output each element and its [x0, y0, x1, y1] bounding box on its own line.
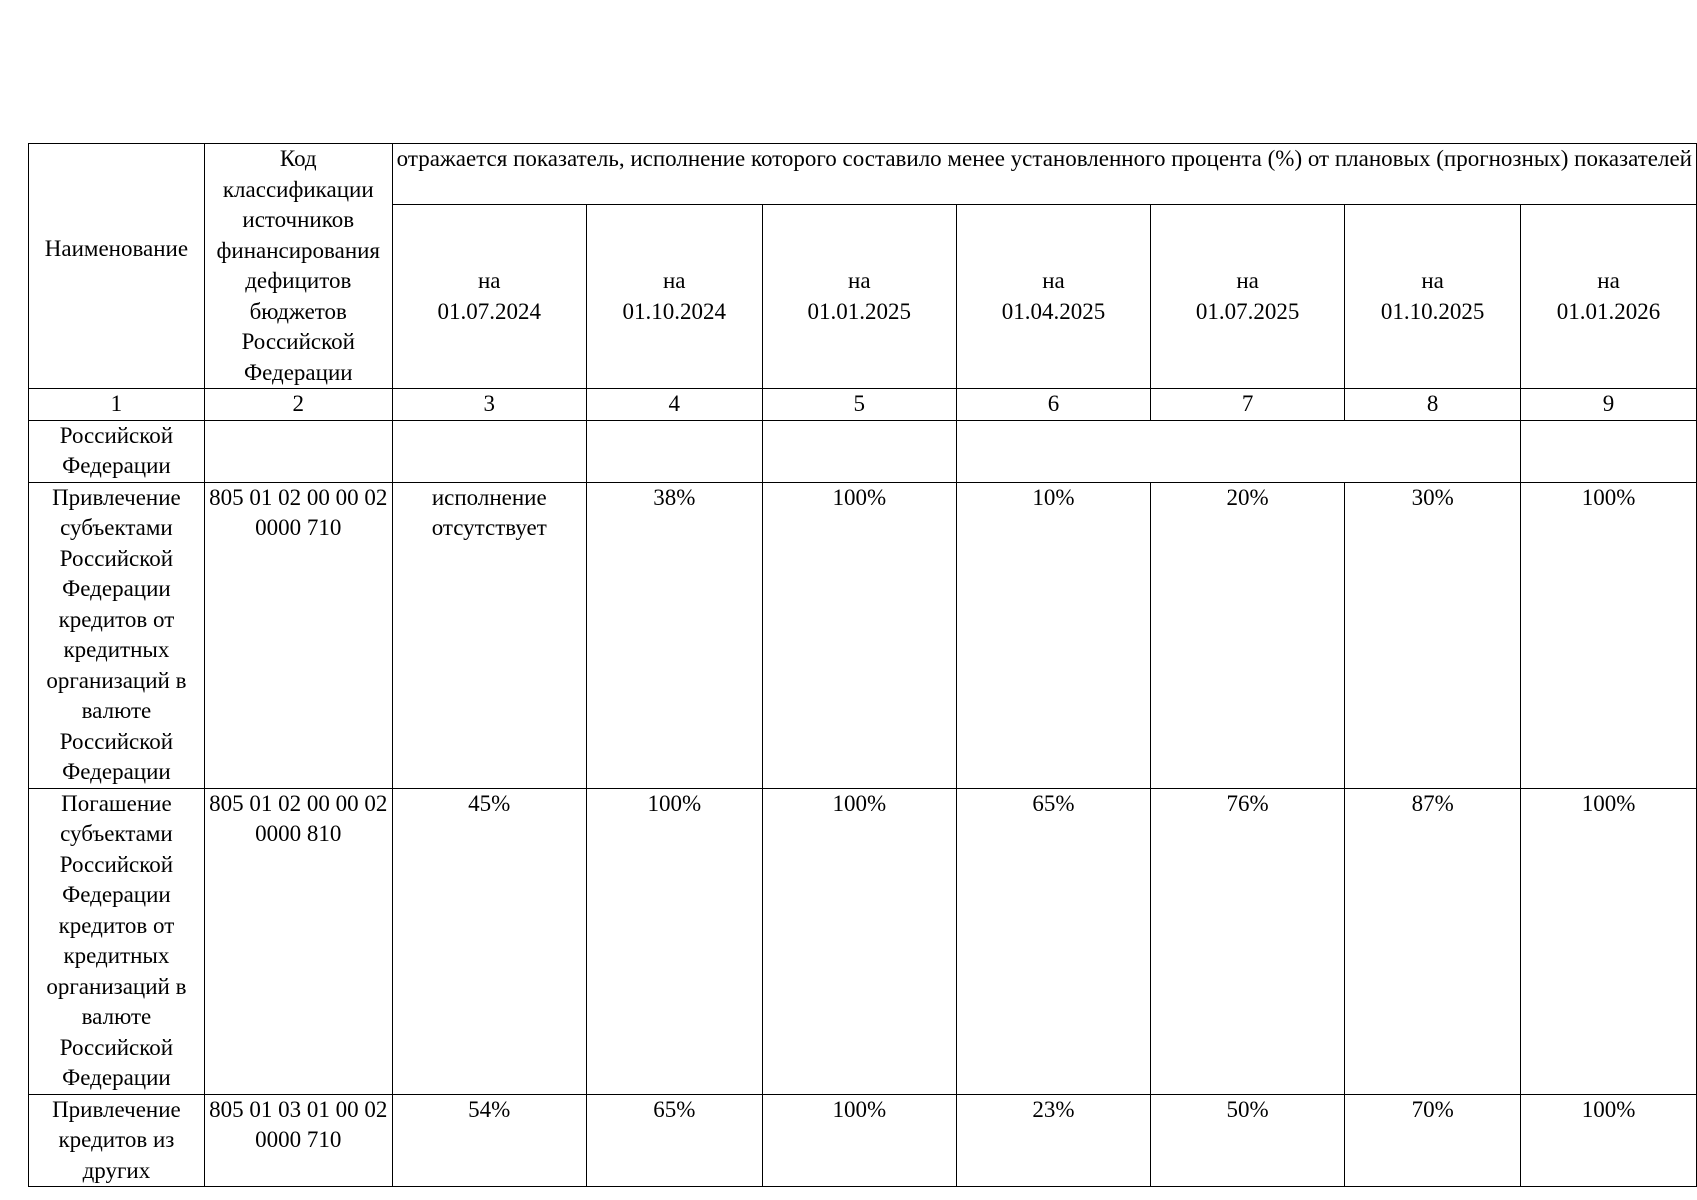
header-name-cell: Наименование [29, 144, 205, 389]
indicator-table [28, 143, 1697, 1187]
section-name-cell: Российской Федерации [29, 420, 205, 482]
row-value-cell: 100% [586, 788, 762, 1094]
table-row [29, 788, 1697, 1094]
empty-cell [204, 420, 392, 482]
row-value-cell: 100% [762, 1094, 956, 1187]
header-row-top [29, 144, 1697, 205]
row-code-cell: 805 01 02 00 00 02 0000 810 [204, 788, 392, 1094]
empty-cell [1521, 420, 1697, 482]
empty-cell [956, 420, 1520, 482]
empty-cell [586, 420, 762, 482]
header-group-title: отражается показатель, исполнение которого составило менее установленного процента (%) от плановых (прогнозных) показателей [392, 144, 1696, 205]
row-value-cell: 50% [1151, 1094, 1345, 1187]
column-number: 4 [586, 389, 762, 421]
column-number: 7 [1151, 389, 1345, 421]
row-value-cell: 87% [1345, 788, 1521, 1094]
header-period-5: на 01.07.2025 [1151, 205, 1345, 389]
row-value-cell: исполнение отсутствует [392, 482, 586, 788]
row-value-cell: 10% [956, 482, 1150, 788]
row-value-cell: 54% [392, 1094, 586, 1187]
row-value-cell: 100% [1521, 788, 1697, 1094]
header-code-cell: Код классификации источников финансирования дефицитов бюджетов Российской Федерации [204, 144, 392, 389]
table-row [29, 482, 1697, 788]
column-number: 3 [392, 389, 586, 421]
header-period-1: на 01.07.2024 [392, 205, 586, 389]
row-code-cell: 805 01 02 00 00 02 0000 710 [204, 482, 392, 788]
row-name-cell: Привлечение субъектами Российской Федерации кредитов от кредитных организаций в валюте Российской Федерации [29, 482, 205, 788]
row-value-cell: 76% [1151, 788, 1345, 1094]
column-number-row [29, 389, 1697, 421]
row-value-cell: 65% [956, 788, 1150, 1094]
row-value-cell: 23% [956, 1094, 1150, 1187]
header-period-2: на 01.10.2024 [586, 205, 762, 389]
row-value-cell: 65% [586, 1094, 762, 1187]
row-value-cell: 30% [1345, 482, 1521, 788]
header-period-4: на 01.04.2025 [956, 205, 1150, 389]
column-number: 8 [1345, 389, 1521, 421]
header-period-6: на 01.10.2025 [1345, 205, 1521, 389]
section-row [29, 420, 1697, 482]
column-number: 6 [956, 389, 1150, 421]
column-number: 5 [762, 389, 956, 421]
row-code-cell: 805 01 03 01 00 02 0000 710 [204, 1094, 392, 1187]
column-number: 2 [204, 389, 392, 421]
header-period-3: на 01.01.2025 [762, 205, 956, 389]
empty-cell [762, 420, 956, 482]
table-row [29, 1094, 1697, 1187]
row-value-cell: 70% [1345, 1094, 1521, 1187]
header-period-7: на 01.01.2026 [1521, 205, 1697, 389]
row-value-cell: 100% [1521, 482, 1697, 788]
row-value-cell: 100% [762, 788, 956, 1094]
row-name-cell: Погашение субъектами Российской Федерации кредитов от кредитных организаций в валюте Российской Федерации [29, 788, 205, 1094]
row-value-cell: 38% [586, 482, 762, 788]
row-value-cell: 20% [1151, 482, 1345, 788]
row-value-cell: 100% [762, 482, 956, 788]
empty-cell [392, 420, 586, 482]
row-name-cell: Привлечение кредитов из других [29, 1094, 205, 1187]
row-value-cell: 100% [1521, 1094, 1697, 1187]
column-number: 1 [29, 389, 205, 421]
row-value-cell: 45% [392, 788, 586, 1094]
column-number: 9 [1521, 389, 1697, 421]
